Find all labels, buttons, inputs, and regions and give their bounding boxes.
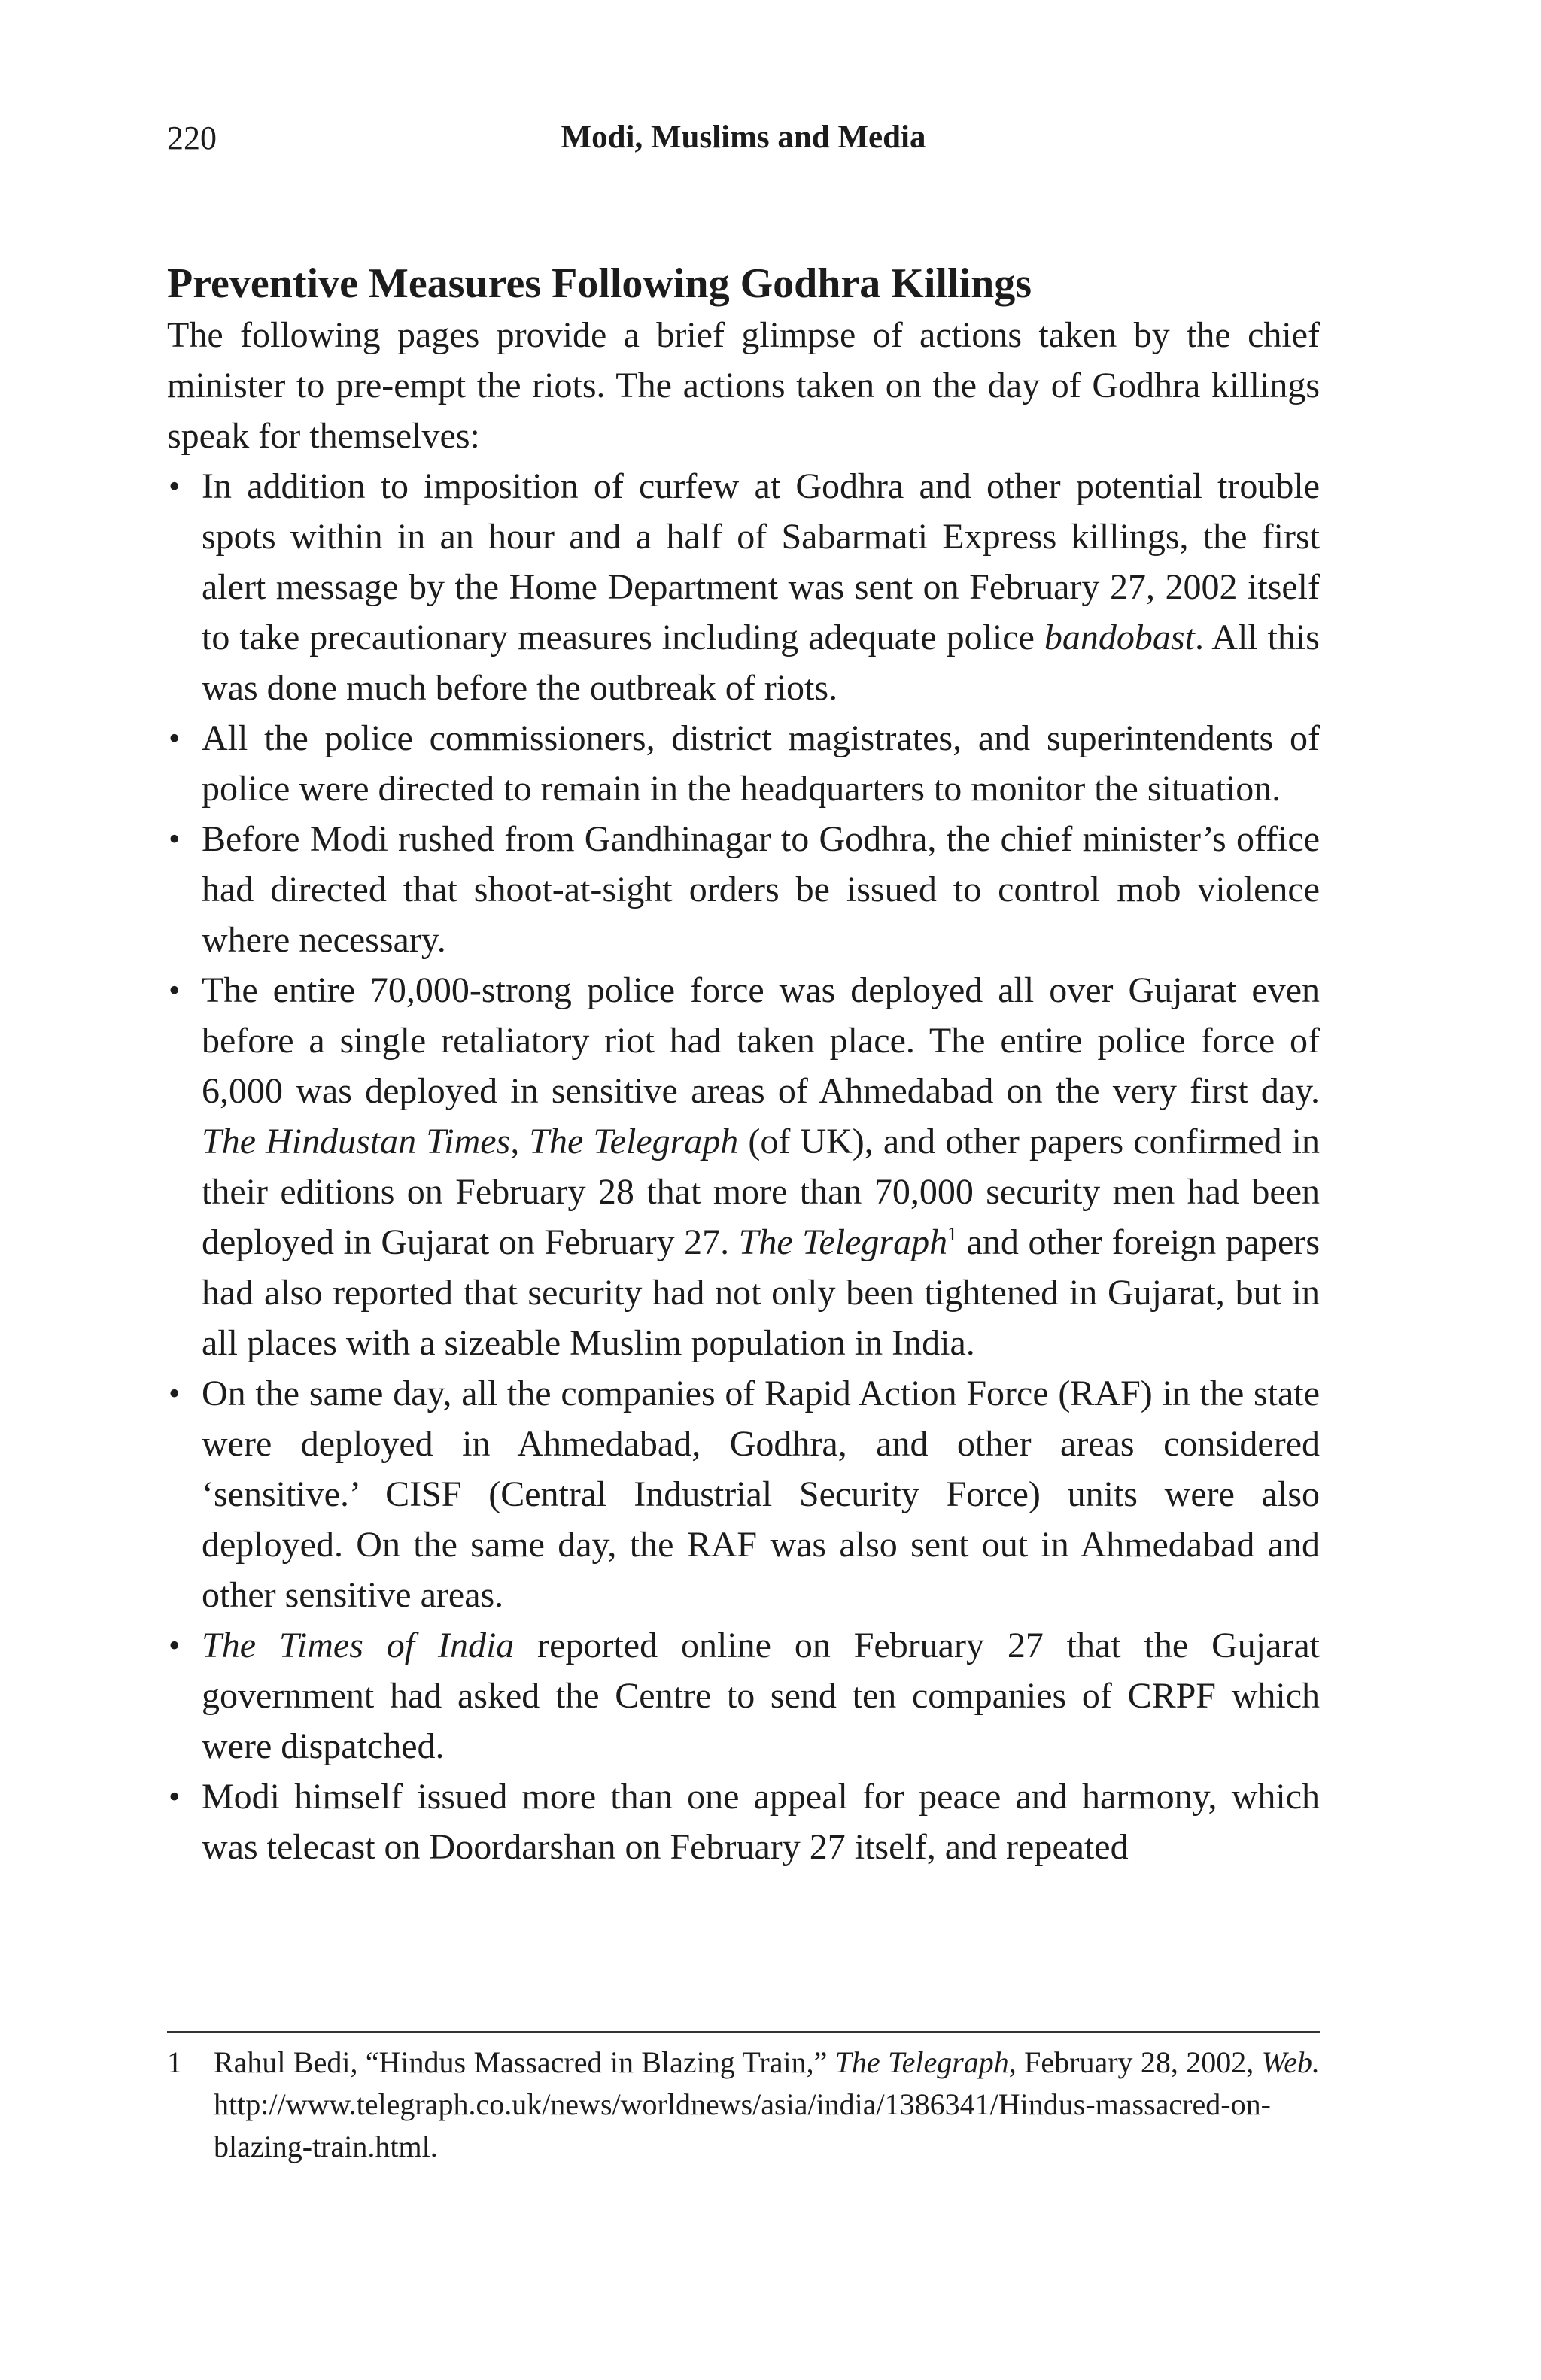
bullet-icon: • <box>169 972 181 1009</box>
intro-paragraph: The following pages provide a brief glimpse of actions taken by the chief minister to pre-empt the riots. The actions taken on the day of Godhra killings speak for themselves: <box>167 315 1320 456</box>
footnote-part: Rahul Bedi, “Hindus Massacred in Blazing Train,” <box>214 2045 835 2079</box>
footnote-part: , February 28, 2002, <box>1008 2045 1262 2079</box>
footnote-divider <box>167 2031 1320 2033</box>
footnote-italic: The Telegraph <box>834 2045 1009 2079</box>
body-text <box>167 310 1320 1872</box>
footnote-ref: 1 <box>947 1223 958 1245</box>
bullet-text-tail: and other foreign papers had also reported that security had not only been tightened in Gujarat, but in all places with a sizeable Muslim population in India. <box>202 1222 1321 1363</box>
bullet-icon: • <box>169 720 181 757</box>
footnote-italic: Web. <box>1261 2045 1320 2079</box>
page-number: 220 <box>167 120 217 156</box>
bullet-icon: • <box>169 1778 181 1815</box>
bullet-text: On the same day, all the companies of Rapid Action Force (RAF) in the state were deployed in Ahmedabad, Godhra, and other areas considered ‘sensitive.’ CISF (Central Industrial Security Force) units were also deployed. On the same day, the RAF was also sent out in Ahmedabad and other sensitive areas. <box>202 1374 1320 1615</box>
list-item <box>167 814 1320 965</box>
list-item <box>167 1620 1320 1771</box>
bullet-icon: • <box>169 1375 181 1412</box>
bullet-list <box>167 461 1320 1872</box>
bullet-icon: • <box>169 821 181 858</box>
bullet-text: Modi himself issued more than one appeal for peace and harmony, which was telecast on Doordarshan on February 27 itself, and repeated <box>202 1777 1320 1867</box>
bullet-text: All the police commissioners, district magistrates, and superintendents of police were directed to remain in the headquarters to monitor the situation. <box>202 718 1320 809</box>
bullet-text: In addition to imposition of curfew at Godhra and other potential trouble spots within in an hour and a half of Sabarmati Express killings, the first alert message by the Home Department was sent on February 27, 2002 itself to take precautionary measures including adequate police <box>202 466 1320 657</box>
list-item <box>167 965 1320 1368</box>
bullet-italic: The Hindustan Times, The Telegraph <box>202 1122 739 1161</box>
bullet-text: Before Modi rushed from Gandhinagar to Godhra, the chief minister’s office had directed that shoot-at-sight orders be issued to control mob violence where necessary. <box>202 819 1320 960</box>
book-title: Modi, Muslims and Media <box>561 120 926 155</box>
running-head <box>167 119 1320 164</box>
bullet-icon: • <box>169 1627 181 1664</box>
footnote-url: http://www.telegraph.co.uk/news/worldnews/asia/india/1386341/Hindus-massacred-on-blazing-train.html. <box>214 2087 1271 2163</box>
footnote <box>167 2042 1320 2168</box>
bullet-italic: The Telegraph <box>738 1222 948 1262</box>
bullet-icon: • <box>169 468 181 505</box>
bullet-text-mid: (of UK), and other papers confirmed in their editions on February 28 that more than 70,000 security men had been deployed in Gujarat on February 27. <box>202 1122 1320 1262</box>
section-heading: Preventive Measures Following Godhra Killings <box>167 260 1032 307</box>
bullet-text: reported online on February 27 that the Gujarat government had asked the Centre to send ten companies of CRPF which were dispatched. <box>202 1626 1321 1766</box>
bullet-text-tail: . All this was done much before the outbreak of riots. <box>202 618 1320 708</box>
list-item <box>167 1368 1320 1620</box>
bullet-text: The entire 70,000-strong police force was deployed all over Gujarat even before a single retaliatory riot had taken place. The entire police force of 6,000 was deployed in sensitive areas of Ahmedabad on the very first day. <box>202 970 1320 1111</box>
bullet-italic: bandobast <box>1044 618 1195 657</box>
list-item <box>167 461 1320 713</box>
footnote-number: 1 <box>167 2045 182 2079</box>
list-item <box>167 1771 1320 1872</box>
bullet-italic: The Times of India <box>202 1626 515 1665</box>
footnote-text <box>214 2042 1320 2168</box>
list-item <box>167 713 1320 814</box>
